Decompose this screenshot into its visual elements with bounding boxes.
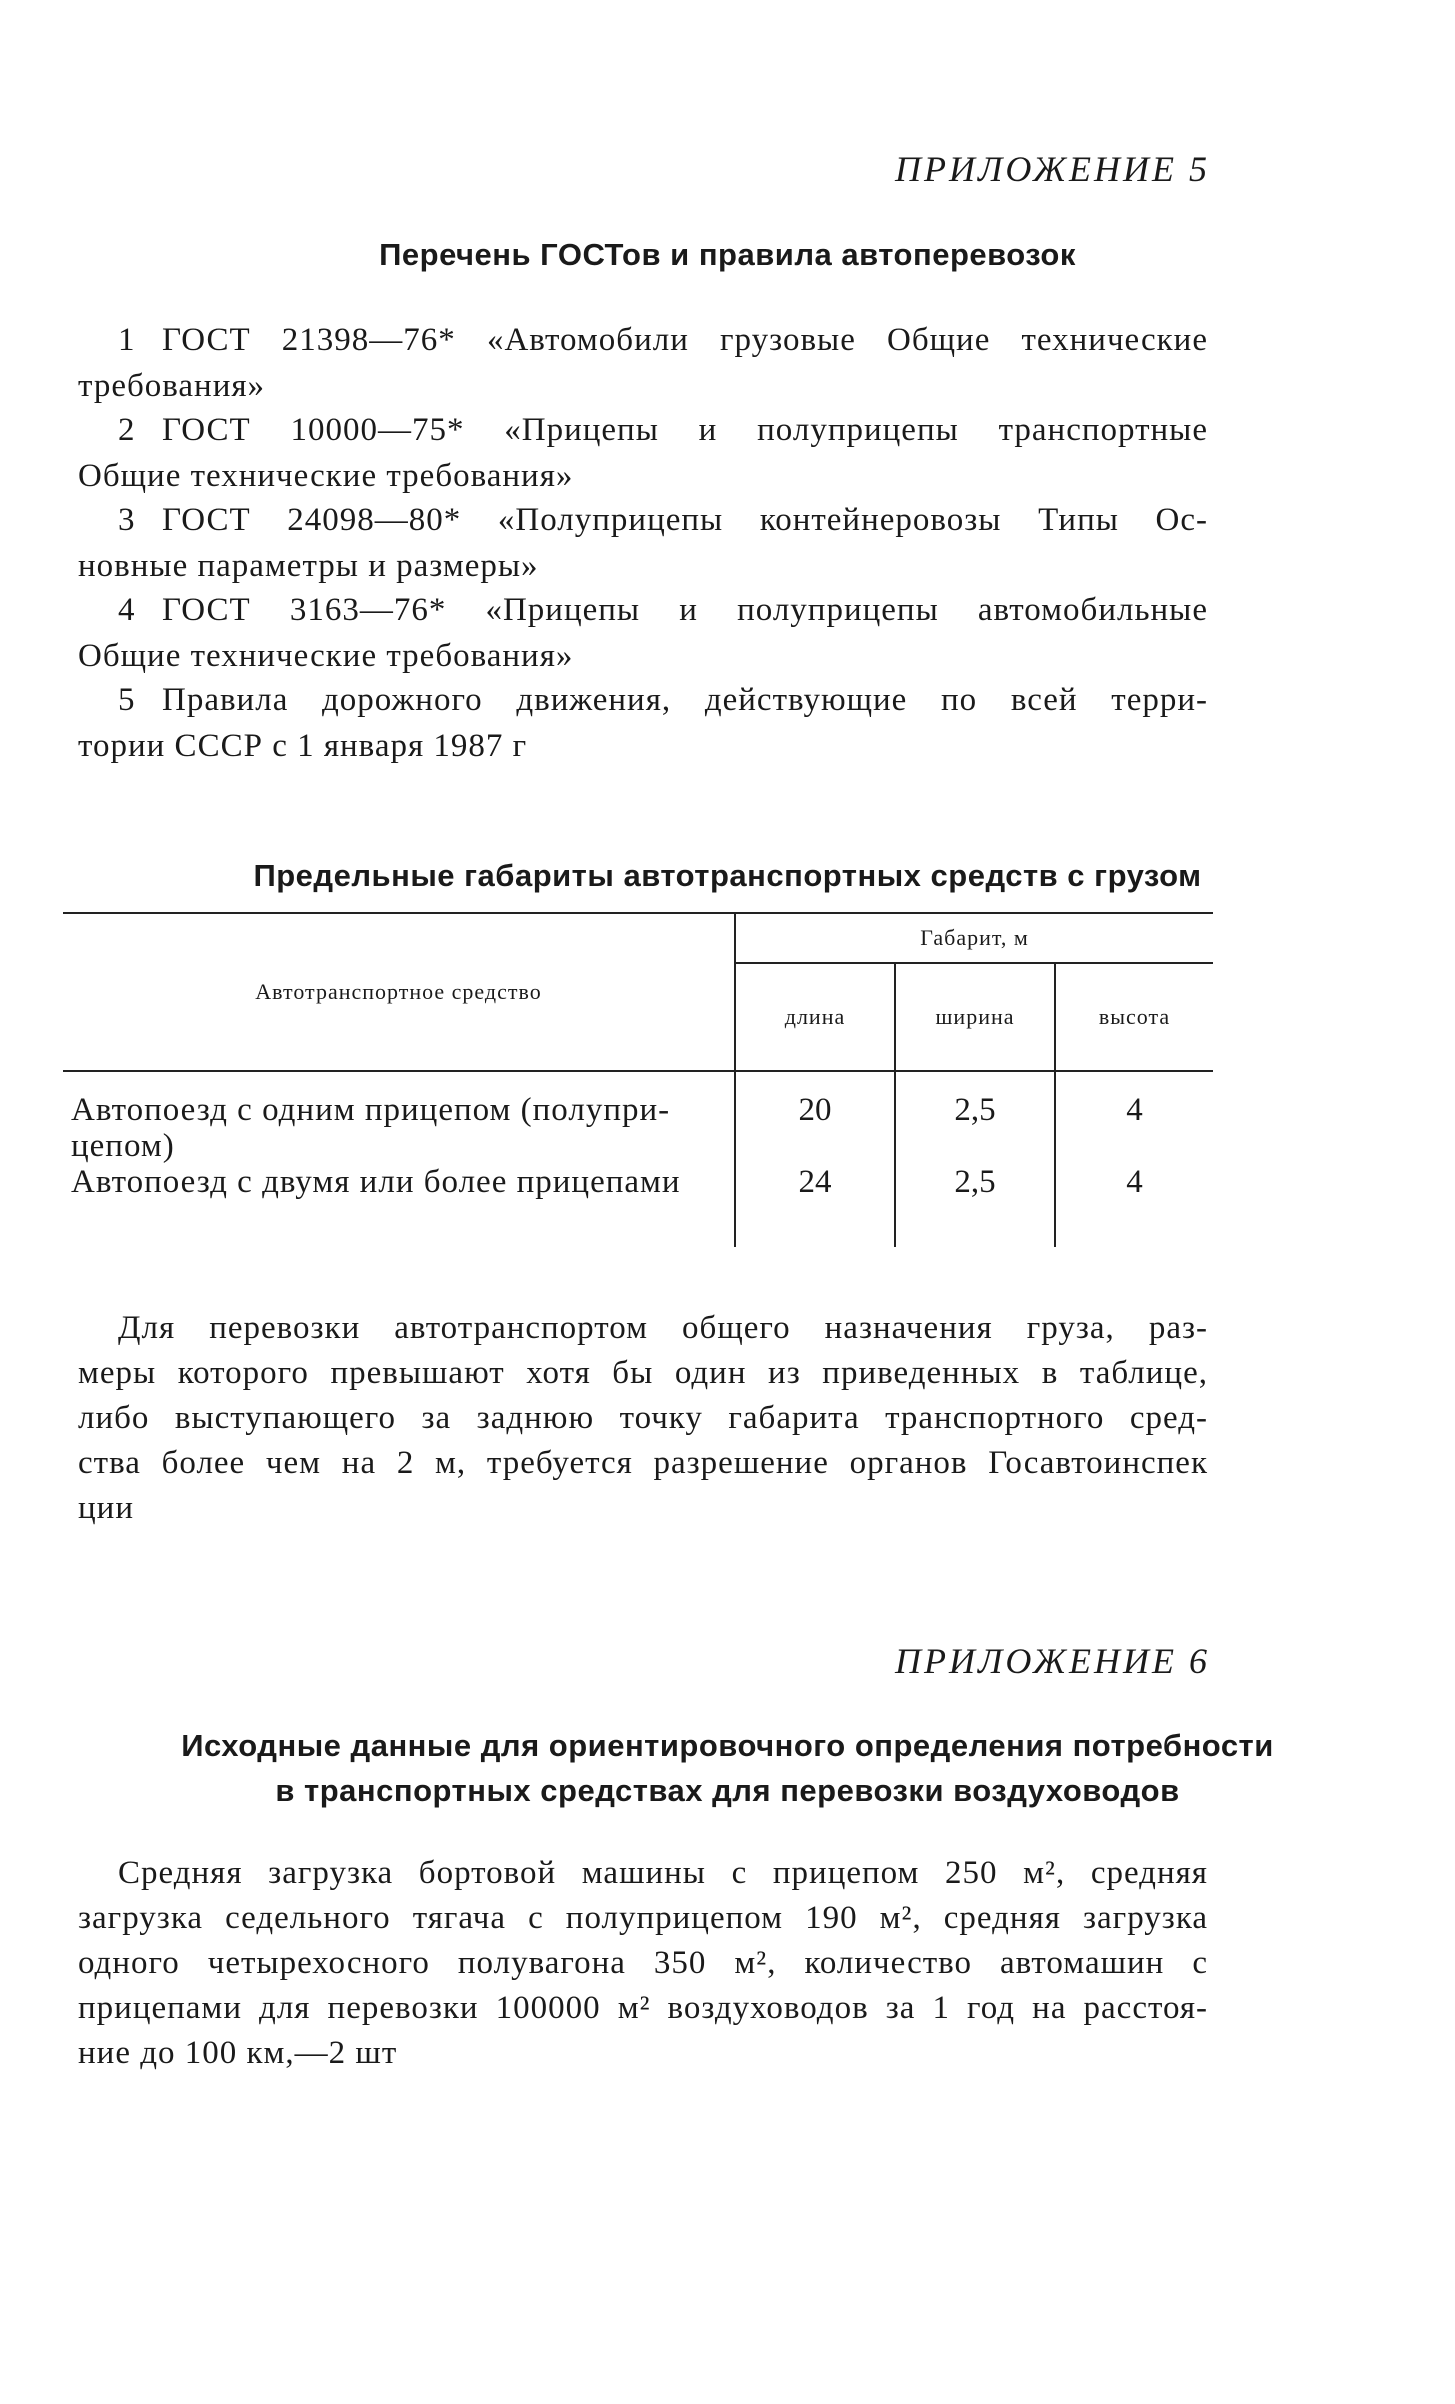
table-title: Предельные габариты автотранспортных средств с грузом xyxy=(253,858,1202,893)
appendix-5-label: ПРИЛОЖЕНИЕ 5 xyxy=(895,149,1210,189)
column-header-length: длина xyxy=(735,963,895,1071)
height-value: 4 xyxy=(1126,1164,1143,1200)
dimensions-table xyxy=(63,912,1213,1247)
vehicle-name: Автопоезд с одним прицепом (полупри- xyxy=(71,1092,671,1128)
body-line: прицепами для перевозки 100000 м² воздуховодов за 1 год на расстоя- xyxy=(78,1990,1208,2026)
appendix-6-title-line: Исходные данные для ориентировочного определения потребности xyxy=(181,1728,1274,1763)
table-row xyxy=(63,1164,1213,1247)
vehicle-name: Автопоезд с двумя или более прицепами xyxy=(63,1164,735,1247)
note-line: ции xyxy=(78,1490,134,1526)
width-value: 2,5 xyxy=(895,1164,1055,1247)
appendix-6-label: ПРИЛОЖЕНИЕ 6 xyxy=(895,1641,1210,1681)
list-item: 4 ГОСТ 3163—76* «Прицепы и полуприцепы автомобильные xyxy=(118,592,1208,628)
column-header-vehicle: Автотранспортное средство xyxy=(63,913,735,1071)
list-item-continuation: Общие технические требования» xyxy=(78,638,574,674)
list-item-continuation: тории СССР с 1 января 1987 г xyxy=(78,728,528,764)
list-item: 1 ГОСТ 21398—76* «Автомобили грузовые Общие технические xyxy=(118,322,1208,358)
body-line: одного четырехосного полувагона 350 м², количество автомашин с xyxy=(78,1945,1208,1981)
list-item: 3 ГОСТ 24098—80* «Полуприцепы контейнеровозы Типы Ос- xyxy=(118,502,1208,538)
column-header-height: высота xyxy=(1055,963,1213,1071)
body-line: загрузка седельного тягача с полуприцепом 190 м², средняя загрузка xyxy=(78,1900,1208,1936)
list-item: 2 ГОСТ 10000—75* «Прицепы и полуприцепы транспортные xyxy=(118,412,1208,448)
vehicle-name-continuation: цепом) xyxy=(71,1128,175,1164)
appendix-6-title-line: в транспортных средствах для перевозки воздуховодов xyxy=(275,1773,1180,1808)
list-item: 5 Правила дорожного движения, действующие по всей терри- xyxy=(118,682,1208,718)
length-value: 24 xyxy=(735,1164,895,1247)
body-line: Средняя загрузка бортовой машины с прицепом 250 м², средняя xyxy=(118,1855,1208,1891)
list-item-continuation: требования» xyxy=(78,368,266,404)
note-line: ства более чем на 2 м, требуется разрешение органов Госавтоинспек xyxy=(78,1445,1208,1481)
list-item-continuation: Общие технические требования» xyxy=(78,458,574,494)
column-header-width: ширина xyxy=(895,963,1055,1071)
width-value: 2,5 xyxy=(895,1071,1055,1164)
note-line: меры которого превышают хотя бы один из приведенных в таблице, xyxy=(78,1355,1208,1391)
column-group-header-dimensions: Габарит, м xyxy=(735,913,1213,963)
height-value: 4 xyxy=(1126,1092,1143,1128)
gost-list-title: Перечень ГОСТов и правила автоперевозок xyxy=(379,237,1076,272)
table-row xyxy=(63,1071,1213,1164)
body-line: ние до 100 км,—2 шт xyxy=(78,2035,398,2071)
length-value: 20 xyxy=(735,1071,895,1164)
note-line: либо выступающего за заднюю точку габарита транспортного сред- xyxy=(78,1400,1208,1436)
list-item-continuation: новные параметры и размеры» xyxy=(78,548,539,584)
note-line: Для перевозки автотранспортом общего назначения груза, раз- xyxy=(118,1310,1208,1346)
